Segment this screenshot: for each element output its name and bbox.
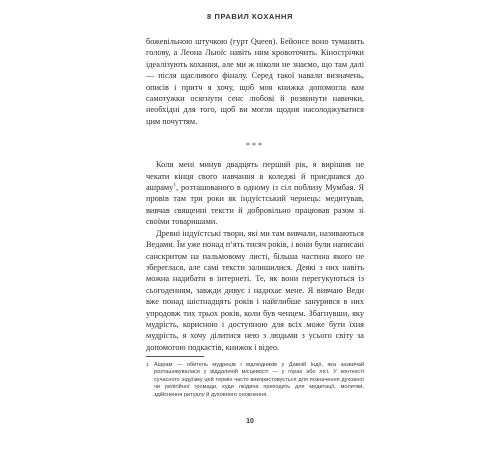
footnote-text: Ашрам — обитель мудреців і відлюдників у Давній Індії, яка зазвичай розташовувалася у віддаленій місцевості — у горах або лісі. У контексті сучасного індуїзму цей термін часто використовується для позначення духовної чи релігійної громади, куди людина приходить для медитації, молитви, здійснення ритуалу й духовного оновлення. [154, 362, 364, 398]
page-number: 10 [246, 418, 254, 425]
paragraph-2-text: Коли мені минув двадцять перший рік, я вирішив не чекати кінця свого навчання в коледжі й приєднався до ашраму [146, 160, 364, 193]
paragraph-3: Древні індуїстські твори, які ми там вивчали, називаються Ведами. Їм уже понад п’ять тисяч років, і вони були написані санскритом на пальмовому листі, більша частина якого не збереглася, але самі тексти залишилися. Деякі з них навіть можна надибати в інтернеті. Те, як вони перегукуються із сьогоденням, завжди дивує і надихає мене. Я вивчаю Веди вже понад шістнадцять років і найглибше занурився в них упродовж тих трьох років, коли був ченцем. Збагнувши, яку мудрість, корисною і доступною для всіх може бути їхня мудрість, я хочу ділитися нею з людьми з усього світу за допомогою подкастів, книжок і відео. [146, 228, 364, 352]
footnote-number: 1 [146, 363, 149, 368]
paragraph-2-tail: , розташованого в одному із сіл поблизу Мумбая. Я провів там три роки як індуїстський чернець: медитував, вивчав священні тексти й добровільно працював разом зі своїми товаришами. [146, 183, 364, 227]
main-text [146, 36, 364, 353]
footnote-reference[interactable]: 1 [173, 182, 177, 189]
running-header: 8 ПРАВИЛ КОХАННЯ [207, 12, 293, 21]
paragraph-2 [146, 159, 364, 227]
footnote-divider [146, 356, 204, 357]
footnote [146, 362, 364, 399]
paragraph-1: божевільною штучкою (гурт Queen). Бейонсе воно туманить голову, а Леона Льюїс навіть ним кровоточить. Кінострічки ідеалізують кохання, але ми ж ніколи не знаємо, що там далі — після щасливого фіналу. Серед такої навали визначень, описів і притч я хочу, щоб моя книжка допомогла вам самотужки осягнути сенс любові й розвинути навички, необхідні для того, щоб ви могли щодня насолоджуватися цим почуттям. [146, 37, 364, 126]
section-separator: *** [246, 141, 264, 151]
